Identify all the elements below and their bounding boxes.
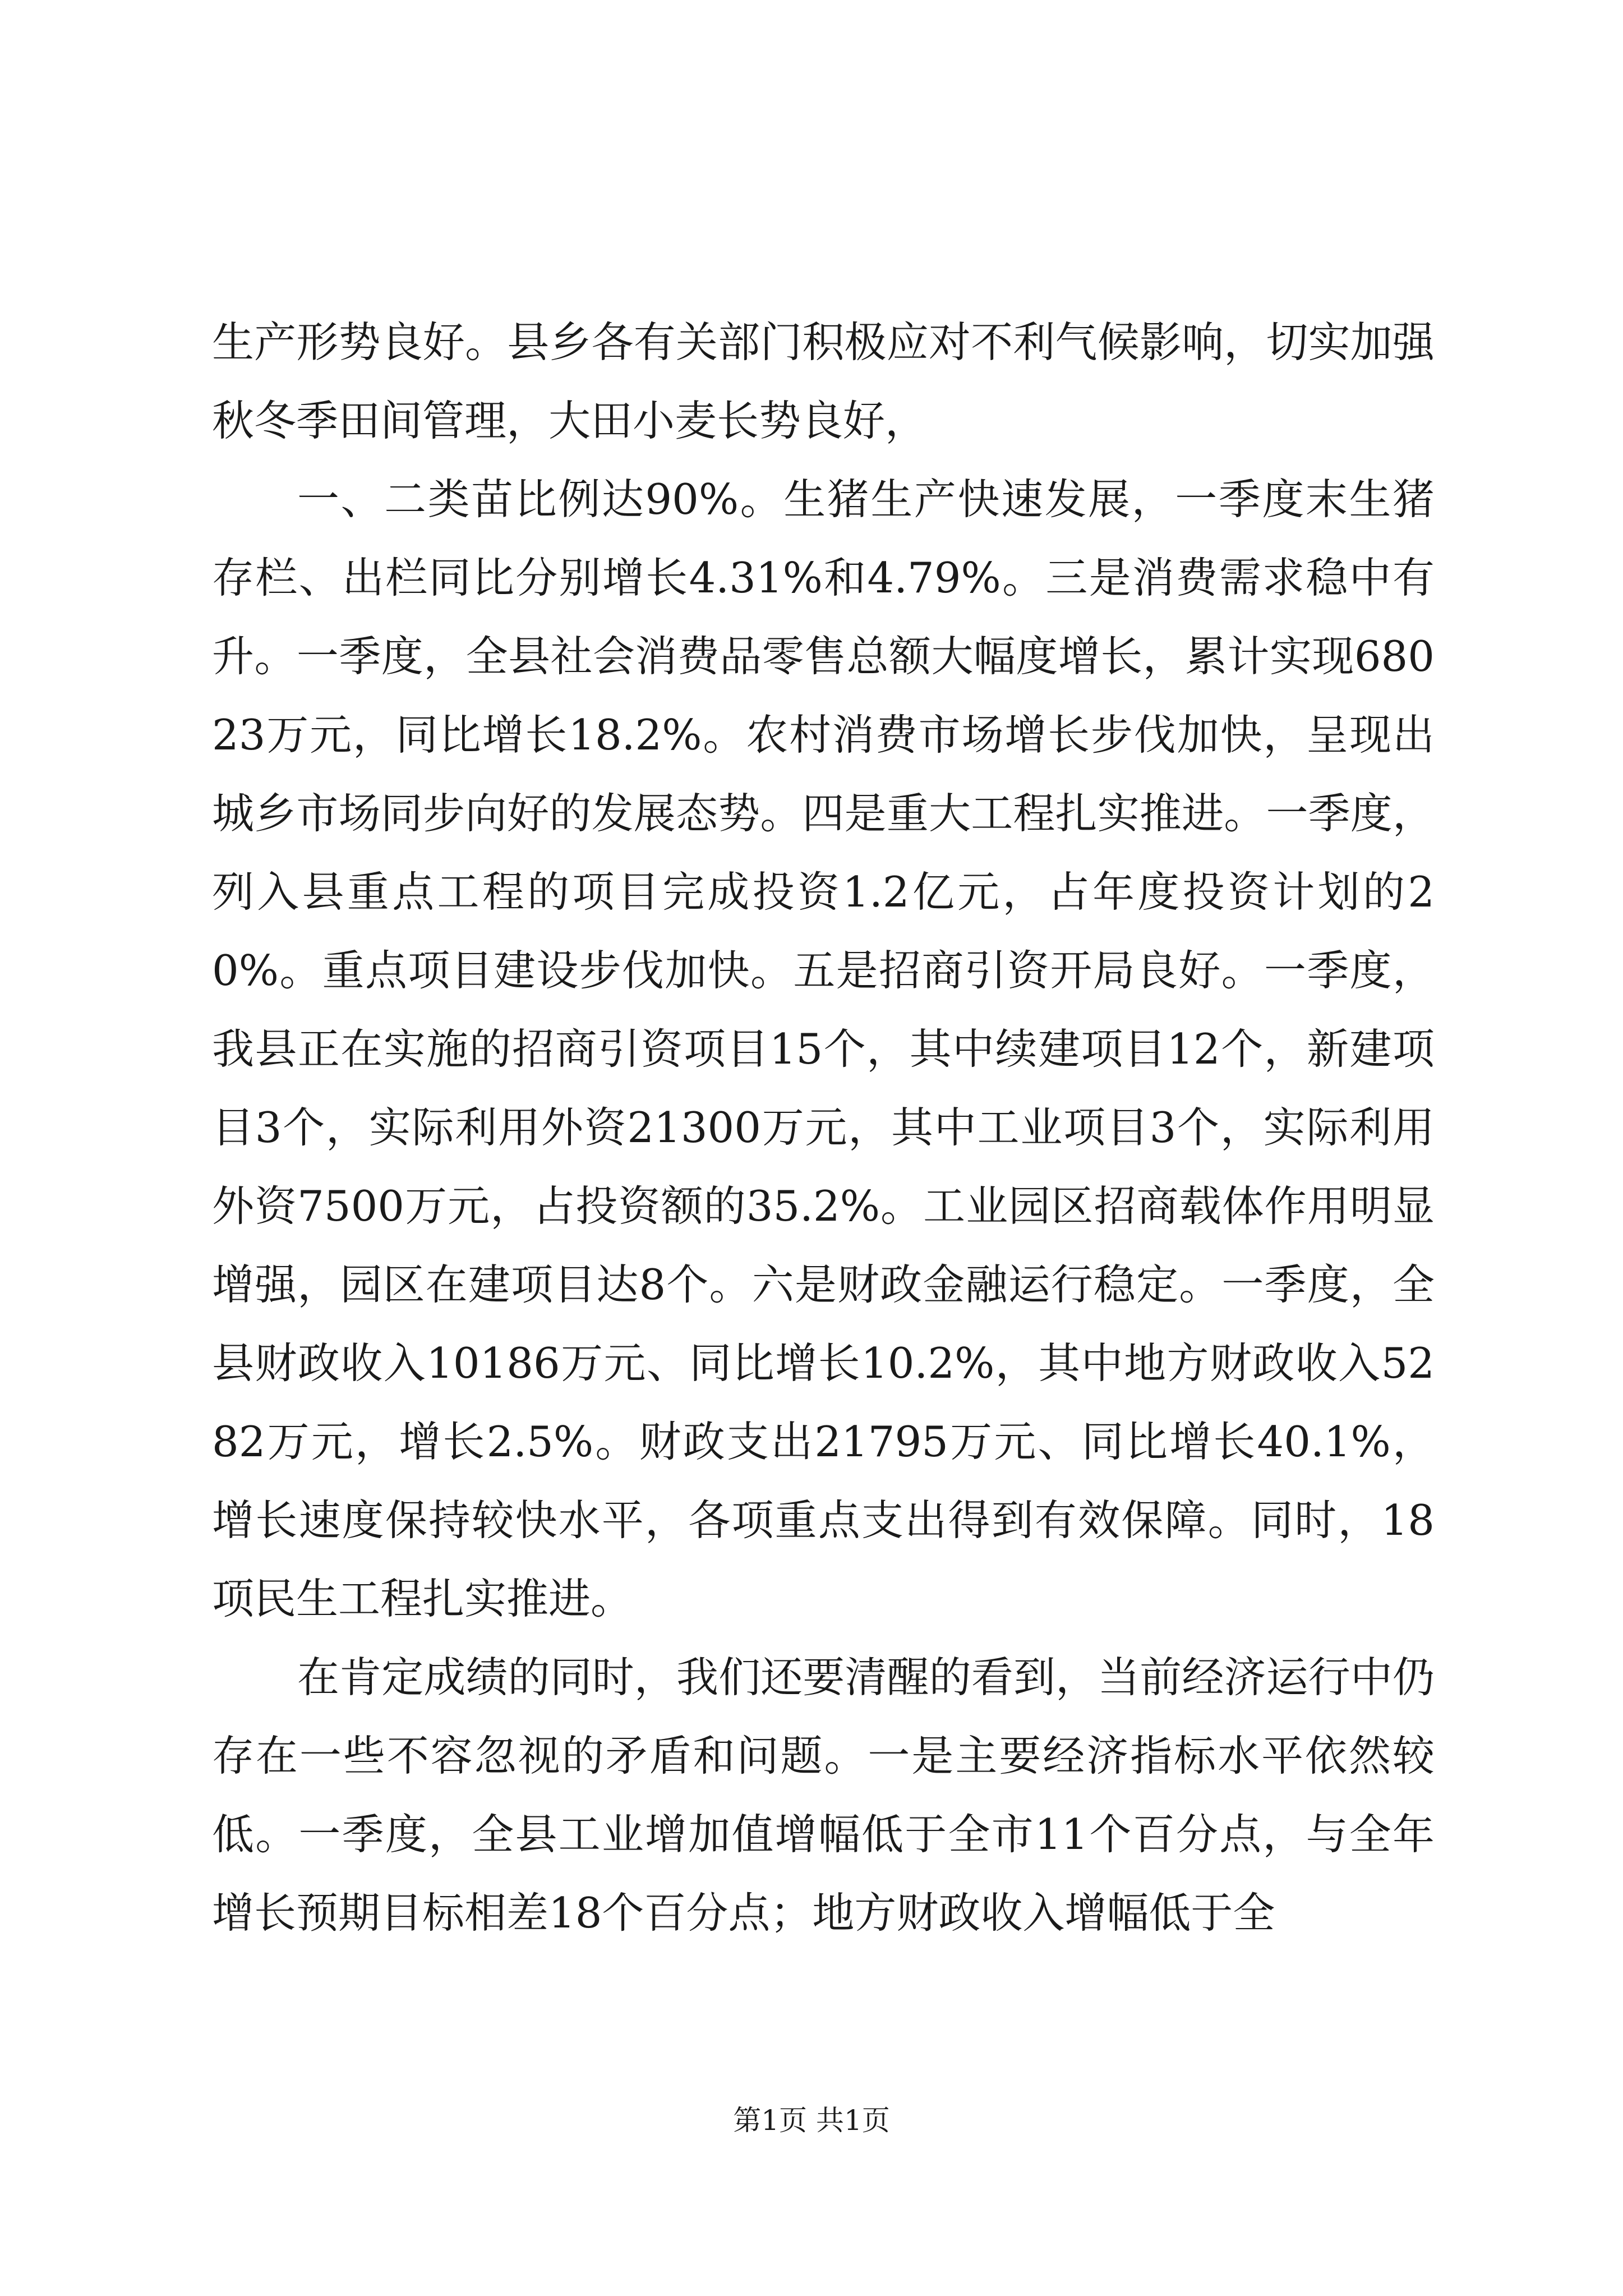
page-footer: 第1页 共1页: [733, 2104, 890, 2137]
paragraph-3: 在肯定成绩的同时，我们还要清醒的看到，当前经济运行中仍存在一些不容忽视的矛盾和问题。一是主要经济指标水平依然较低。一季度，全县工业增加值增幅低于全市11个百分点，与全年增长预期目标相差18个百分点；地方财政收入增幅低于全: [212, 1653, 1435, 1938]
body-text: [212, 303, 1435, 1952]
paragraph-1: 生产形势良好。县乡各有关部门积极应对不利气候影响，切实加强秋冬季田间管理，大田小麦长势良好，: [212, 318, 1435, 445]
paragraph-2: 一、二类苗比例达90%。生猪生产快速发展，一季度末生猪存栏、出栏同比分别增长4.31%和4.79%。三是消费需求稳中有升。一季度，全县社会消费品零售总额大幅度增长，累计实现68023万元，同比增长18.2%。农村消费市场增长步伐加快，呈现出城乡市场同步向好的发展态势。四是重大工程扎实推进。一季度，列入县重点工程的项目完成投资1.2亿元，占年度投资计划的20%。重点项目建设步伐加快。五是招商引资开局良好。一季度，我县正在实施的招商引资项目15个，其中续建项目12个，新建项目3个，实际利用外资21300万元，其中工业项目3个，实际利用外资7500万元，占投资额的35.2%。工业园区招商载体作用明显增强，园区在建项目达8个。六是财政金融运行稳定。一季度，全县财政收入10186万元、同比增长10.2%，其中地方财政收入5282万元，增长2.5%。财政支出21795万元、同比增长40.1%，增长速度保持较快水平，各项重点支出得到有效保障。同时，18项民生工程扎实推进。: [212, 475, 1435, 1623]
